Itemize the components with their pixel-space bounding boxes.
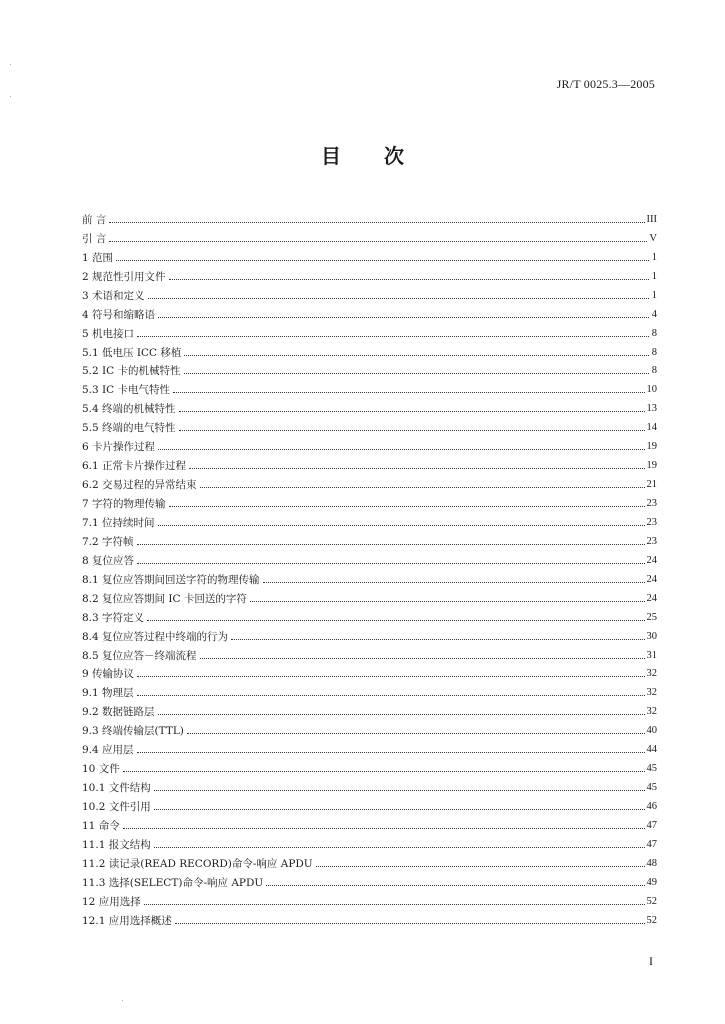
toc-entry-label: 8.1 复位应答期间回送字符的物理传输 [82,573,260,586]
toc-entry-label: 10.1 文件结构 [82,782,151,795]
toc-entry [82,813,657,832]
dot-leader [137,752,645,753]
toc-entry-page: 45 [646,782,657,794]
toc-entry [82,396,657,415]
toc-entry-label: 8.5 复位应答－终端流程 [82,649,197,662]
toc-entry [82,415,657,434]
toc-entry-page: 8 [651,365,657,377]
toc-entry [82,908,657,927]
dot-leader [144,904,645,905]
toc-entry-label: 6.2 交易过程的异常结束 [82,479,197,492]
toc-entry-page: 23 [646,498,657,509]
toc-entry-label: 前 言 [82,213,107,226]
toc-entry-page: 21 [646,479,657,491]
dot-leader [154,790,645,791]
toc-entry [82,226,657,245]
toc-entry-page: 10 [646,384,657,396]
dot-leader [179,411,645,412]
dot-leader [158,525,645,526]
dot-leader [316,866,645,867]
dot-leader [263,582,645,583]
toc-entry-label: 7.1 位持续时间 [82,516,155,529]
dot-leader [184,355,649,356]
toc-entry [82,737,657,756]
scan-speck [10,64,11,65]
toc-entry-page: III [646,213,657,225]
toc-entry [82,680,657,699]
toc-entry [82,529,657,548]
toc-entry [82,377,657,396]
dot-leader [137,676,644,677]
toc-entry [82,643,657,662]
toc-entry [82,851,657,870]
toc-entry [82,586,657,605]
dot-leader [175,923,645,924]
toc-entry [82,605,657,624]
toc-entry-label: 1 范围 [82,251,114,264]
dot-leader [169,506,645,507]
toc-entry-label: 3 术语和定义 [82,289,145,302]
dot-leader [109,241,647,242]
page-number: I [649,954,653,968]
toc-entry-label: 12 应用选择 [82,895,141,908]
toc-entry-label: 引 言 [82,232,107,245]
dot-leader [147,620,644,621]
toc-entry [82,889,657,908]
toc-entry-page: 47 [646,819,657,831]
dot-leader [137,563,644,564]
dot-leader [116,260,649,261]
page-title: 目 次 [321,144,422,168]
toc-entry [82,870,657,889]
toc-entry [82,510,657,529]
toc-entry-label: 8.4 复位应答过程中终端的行为 [82,630,229,643]
toc-entry-label: 7 字符的物理传输 [82,498,166,510]
standard-code: JR/T 0025.3—2005 [556,77,655,91]
toc-entry [82,794,657,813]
toc-entry [82,453,657,472]
toc-entry [82,302,657,321]
dot-leader [173,392,644,393]
toc-entry-page: 49 [646,876,657,888]
toc-entry-page: 14 [646,422,657,434]
toc-entry-page: 1 [651,270,657,282]
toc-entry-page: 32 [646,687,657,699]
toc-entry-label: 9.3 终端传输层(TTL) [82,725,184,738]
toc-entry [82,359,657,378]
toc-entry-page: 23 [646,535,657,547]
toc-entry-label: 8.2 复位应答期间 IC 卡回送的字符 [82,592,247,605]
toc-entry-page: 13 [646,403,657,415]
toc-entry-page: 1 [651,289,657,301]
toc-entry-label: 8 复位应答 [82,554,135,567]
toc-entry-label: 6 卡片操作过程 [82,441,156,454]
scan-speck [122,1000,123,1001]
toc-entry-page: 19 [646,460,657,472]
toc-entry-label: 11.2 读记录(READ RECORD)命令-响应 APDU [82,857,313,870]
toc-entry-page: 24 [646,554,657,566]
toc-entry-label: 9.1 物理层 [82,687,134,700]
dot-leader [123,771,645,772]
dot-leader [137,695,645,696]
toc-entry-label: 5.4 终端的机械特性 [82,403,176,416]
toc-entry-label: 8.3 字符定义 [82,611,145,624]
toc-entry-label: 5.5 终端的电气特性 [82,422,176,435]
toc-entry-page: 25 [646,611,657,623]
toc-entry-label: 7.2 字符帧 [82,535,134,548]
scan-speck [10,96,11,97]
toc-entry-page: 1 [651,251,657,263]
dot-leader [231,639,644,640]
toc-entry-label: 11.3 选择(SELECT)命令-响应 APDU [82,876,264,889]
toc-entry-label: 9.2 数据链路层 [82,706,155,719]
toc-entry-page: 23 [646,516,657,528]
toc-entry-page: 40 [646,725,657,737]
dot-leader [158,449,644,450]
toc-entry [82,321,657,340]
toc-entry-page: 47 [646,838,657,850]
toc-entry-page: 24 [646,573,657,585]
toc-entry-label: 5.2 IC 卡的机械特性 [82,365,181,378]
dot-leader [154,847,645,848]
dot-leader [200,658,645,659]
toc-entry [82,567,657,586]
dot-leader [266,885,644,886]
dot-leader [148,298,649,299]
toc-entry-label: 11.1 报文结构 [82,838,151,851]
toc-entry-label: 11 命令 [82,819,120,832]
toc-entry-page: 8 [651,346,657,358]
toc-entry-label: 5.3 IC 卡电气特性 [82,384,171,397]
toc-entry-page: 46 [646,801,657,812]
dot-leader [158,317,649,318]
toc-entry [82,491,657,510]
dot-leader [109,222,644,223]
toc-entry-label: 9 传输协议 [82,668,135,681]
dot-leader [137,336,649,337]
dot-leader [184,373,649,374]
toc-entry-page: 45 [646,763,657,775]
toc-entry [82,624,657,643]
toc-entry-page: 52 [646,914,657,926]
toc-entry [82,472,657,491]
dot-leader [179,430,645,431]
toc-entry [82,283,657,302]
toc-entry-page: 32 [646,706,657,718]
toc-entry-page: 52 [646,895,657,907]
toc-entry-page: V [649,232,657,244]
dot-leader [123,828,645,829]
toc-entry-page: 48 [646,857,657,869]
dot-leader [158,714,645,715]
toc-entry [82,699,657,718]
toc-entry [82,756,657,775]
toc-entry [82,340,657,359]
toc-entry [82,245,657,264]
toc-entry-page: 30 [646,630,657,642]
dot-leader [187,733,645,734]
toc-entry-label: 2 规范性引用文件 [82,270,166,283]
toc-entry-page: 24 [646,592,657,604]
toc-entry-label: 10.2 文件引用 [82,801,151,813]
toc-entry [82,434,657,453]
toc-entry-label: 6.1 正常卡片操作过程 [82,460,187,473]
toc-entry-label: 4 符号和缩略语 [82,308,156,321]
dot-leader [169,279,649,280]
toc-entry [82,775,657,794]
toc-entry [82,548,657,567]
toc-entry-label: 12.1 应用选择概述 [82,914,172,927]
dot-leader [154,809,645,810]
toc-entry-page: 19 [646,441,657,453]
toc-entry [82,207,657,226]
toc-entry-page: 8 [651,327,657,339]
toc-entry-page: 44 [646,744,657,756]
toc-entry [82,662,657,681]
toc-entry-page: 31 [646,649,657,661]
dot-leader [189,468,644,469]
toc-entry [82,832,657,851]
toc-entry [82,264,657,283]
dot-leader [250,601,645,602]
dot-leader [200,487,645,488]
toc-entry [82,718,657,737]
toc-entry-label: 5.1 低电压 ICC 移植 [82,346,182,359]
table-of-contents [82,207,657,927]
toc-entry-page: 4 [651,308,657,320]
dot-leader [137,544,645,545]
toc-entry-label: 10 文件 [82,763,120,776]
toc-entry-page: 32 [646,668,657,680]
toc-entry-label: 9.4 应用层 [82,744,134,757]
toc-entry-label: 5 机电接口 [82,327,135,340]
